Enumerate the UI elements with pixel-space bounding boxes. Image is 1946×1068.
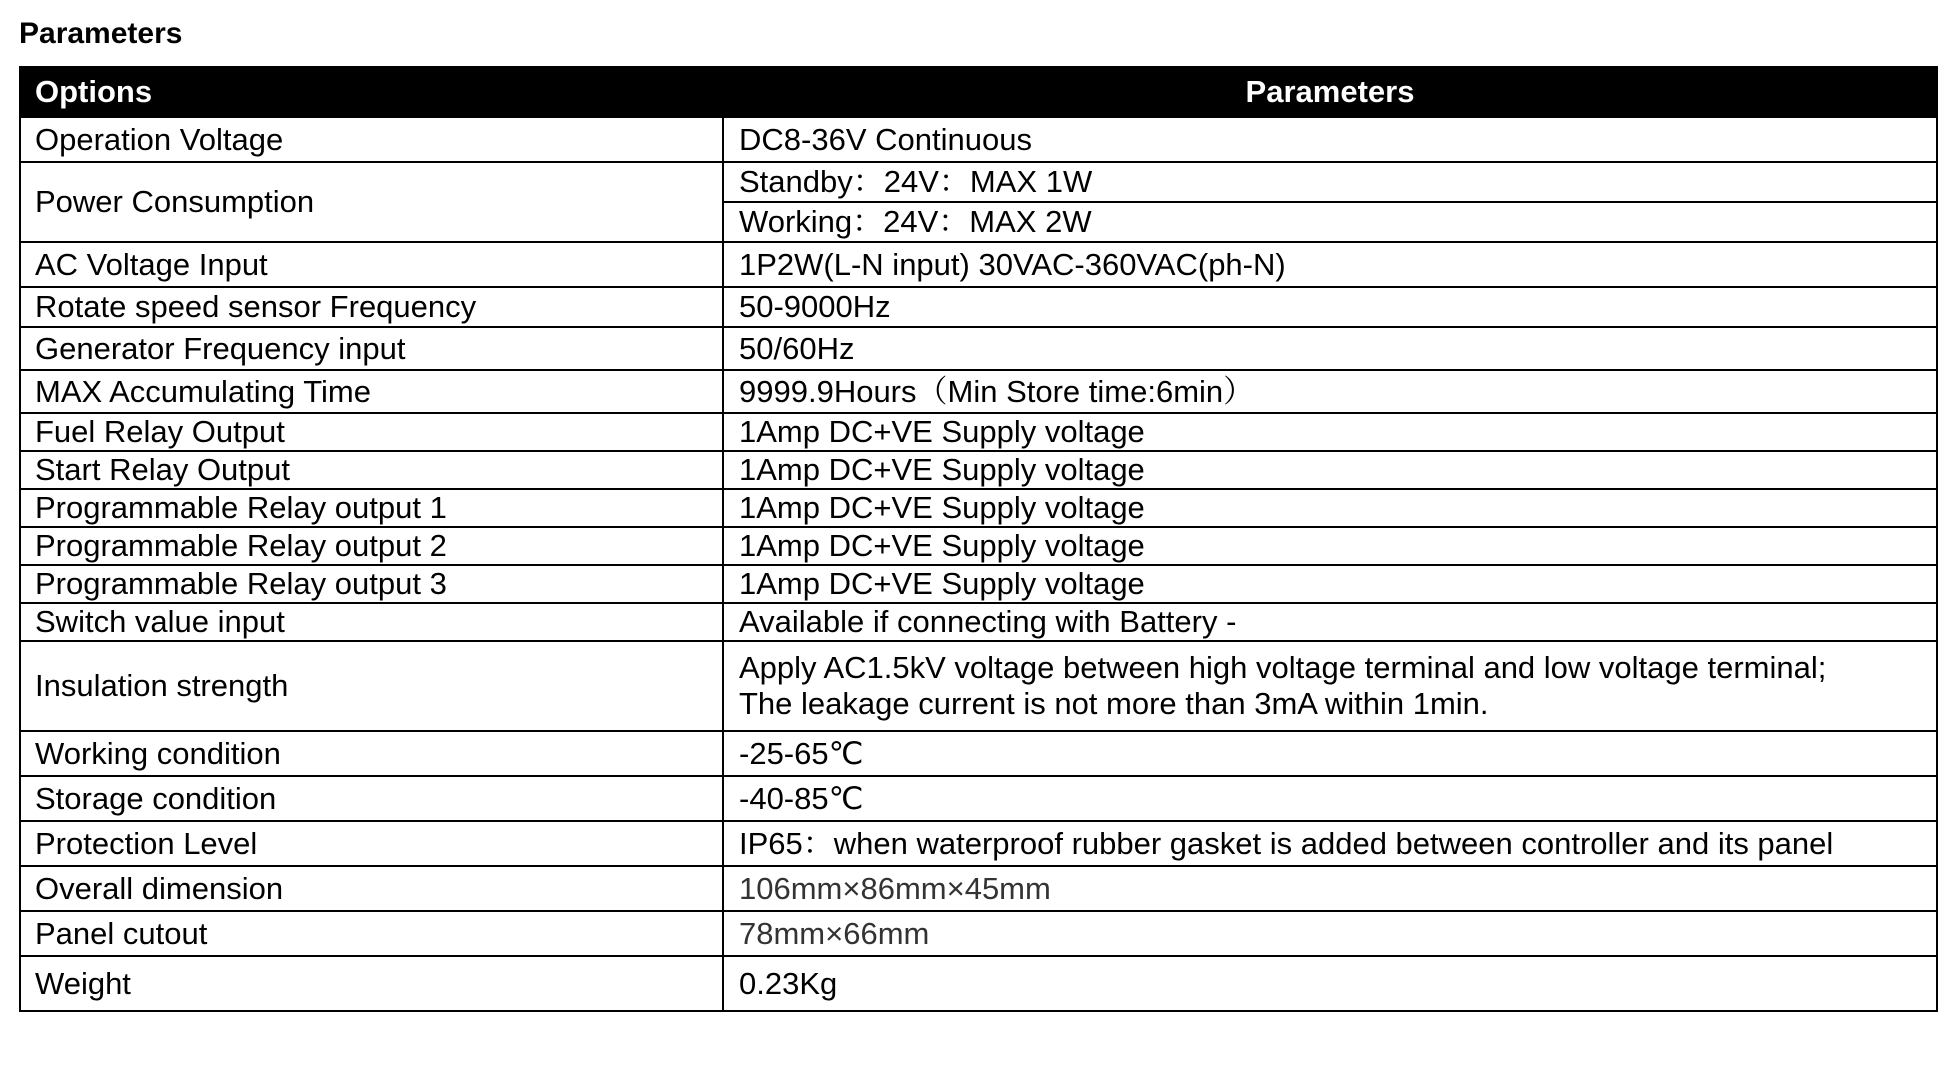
parameter-cell: 106mm×86mm×45mm bbox=[723, 866, 1937, 911]
parameter-cell: 1Amp DC+VE Supply voltage bbox=[723, 451, 1937, 489]
table-row bbox=[20, 603, 1937, 641]
parameter-cell: 1P2W(L-N input) 30VAC-360VAC(ph-N) bbox=[723, 242, 1937, 287]
option-cell: Storage condition bbox=[20, 776, 723, 821]
parameter-cell: -40-85℃ bbox=[723, 776, 1937, 821]
table-row bbox=[20, 327, 1937, 370]
option-cell: Operation Voltage bbox=[20, 117, 723, 162]
table-row bbox=[20, 911, 1937, 956]
option-cell: Weight bbox=[20, 956, 723, 1011]
parameter-cell bbox=[723, 641, 1937, 731]
option-cell: Insulation strength bbox=[20, 641, 723, 731]
option-cell: Power Consumption bbox=[20, 162, 723, 242]
parameter-cell: Standby：24V：MAX 1W bbox=[723, 162, 1937, 202]
parameter-cell: 9999.9Hours（Min Store time:6min） bbox=[723, 370, 1937, 413]
parameter-cell: 0.23Kg bbox=[723, 956, 1937, 1011]
option-cell: Working condition bbox=[20, 731, 723, 776]
option-cell: Rotate speed sensor Frequency bbox=[20, 287, 723, 327]
parameter-line: The leakage current is not more than 3mA within 1min. bbox=[739, 686, 1489, 721]
table-row bbox=[20, 117, 1937, 162]
table-header-row bbox=[20, 67, 1937, 117]
page-title: Parameters bbox=[19, 17, 183, 50]
table-row bbox=[20, 370, 1937, 413]
table-row bbox=[20, 821, 1937, 866]
option-cell: Programmable Relay output 2 bbox=[20, 527, 723, 565]
parameter-cell: Working：24V：MAX 2W bbox=[723, 202, 1937, 242]
option-cell: AC Voltage Input bbox=[20, 242, 723, 287]
parameter-cell: 78mm×66mm bbox=[723, 911, 1937, 956]
table-row bbox=[20, 287, 1937, 327]
option-cell: Programmable Relay output 3 bbox=[20, 565, 723, 603]
option-cell: Start Relay Output bbox=[20, 451, 723, 489]
parameter-cell: 1Amp DC+VE Supply voltage bbox=[723, 489, 1937, 527]
parameter-cell: Available if connecting with Battery - bbox=[723, 603, 1937, 641]
parameter-line: Apply AC1.5kV voltage between high voltage terminal and low voltage terminal; bbox=[739, 650, 1827, 685]
table-row bbox=[20, 956, 1937, 1011]
table-row bbox=[20, 242, 1937, 287]
table-row bbox=[20, 413, 1937, 451]
table-row bbox=[20, 731, 1937, 776]
option-cell: Programmable Relay output 1 bbox=[20, 489, 723, 527]
parameter-cell: 50-9000Hz bbox=[723, 287, 1937, 327]
table-row bbox=[20, 641, 1937, 731]
parameter-cell: 1Amp DC+VE Supply voltage bbox=[723, 413, 1937, 451]
parameter-cell: 1Amp DC+VE Supply voltage bbox=[723, 527, 1937, 565]
table-row bbox=[20, 489, 1937, 527]
table-row bbox=[20, 866, 1937, 911]
table-row bbox=[20, 162, 1937, 202]
option-cell: Overall dimension bbox=[20, 866, 723, 911]
table-row bbox=[20, 451, 1937, 489]
parameter-cell: IP65：when waterproof rubber gasket is added between controller and its panel bbox=[723, 821, 1937, 866]
option-cell: Protection Level bbox=[20, 821, 723, 866]
parameters-table bbox=[19, 66, 1938, 1012]
column-header-options: Options bbox=[20, 67, 723, 117]
option-cell: Switch value input bbox=[20, 603, 723, 641]
table-row bbox=[20, 565, 1937, 603]
option-cell: Panel cutout bbox=[20, 911, 723, 956]
table-row bbox=[20, 776, 1937, 821]
option-cell: MAX Accumulating Time bbox=[20, 370, 723, 413]
option-cell: Fuel Relay Output bbox=[20, 413, 723, 451]
parameter-cell: -25-65℃ bbox=[723, 731, 1937, 776]
option-cell: Generator Frequency input bbox=[20, 327, 723, 370]
table-row bbox=[20, 527, 1937, 565]
parameter-cell: 1Amp DC+VE Supply voltage bbox=[723, 565, 1937, 603]
parameter-cell: DC8-36V Continuous bbox=[723, 117, 1937, 162]
parameter-cell: 50/60Hz bbox=[723, 327, 1937, 370]
column-header-parameters: Parameters bbox=[723, 67, 1937, 117]
